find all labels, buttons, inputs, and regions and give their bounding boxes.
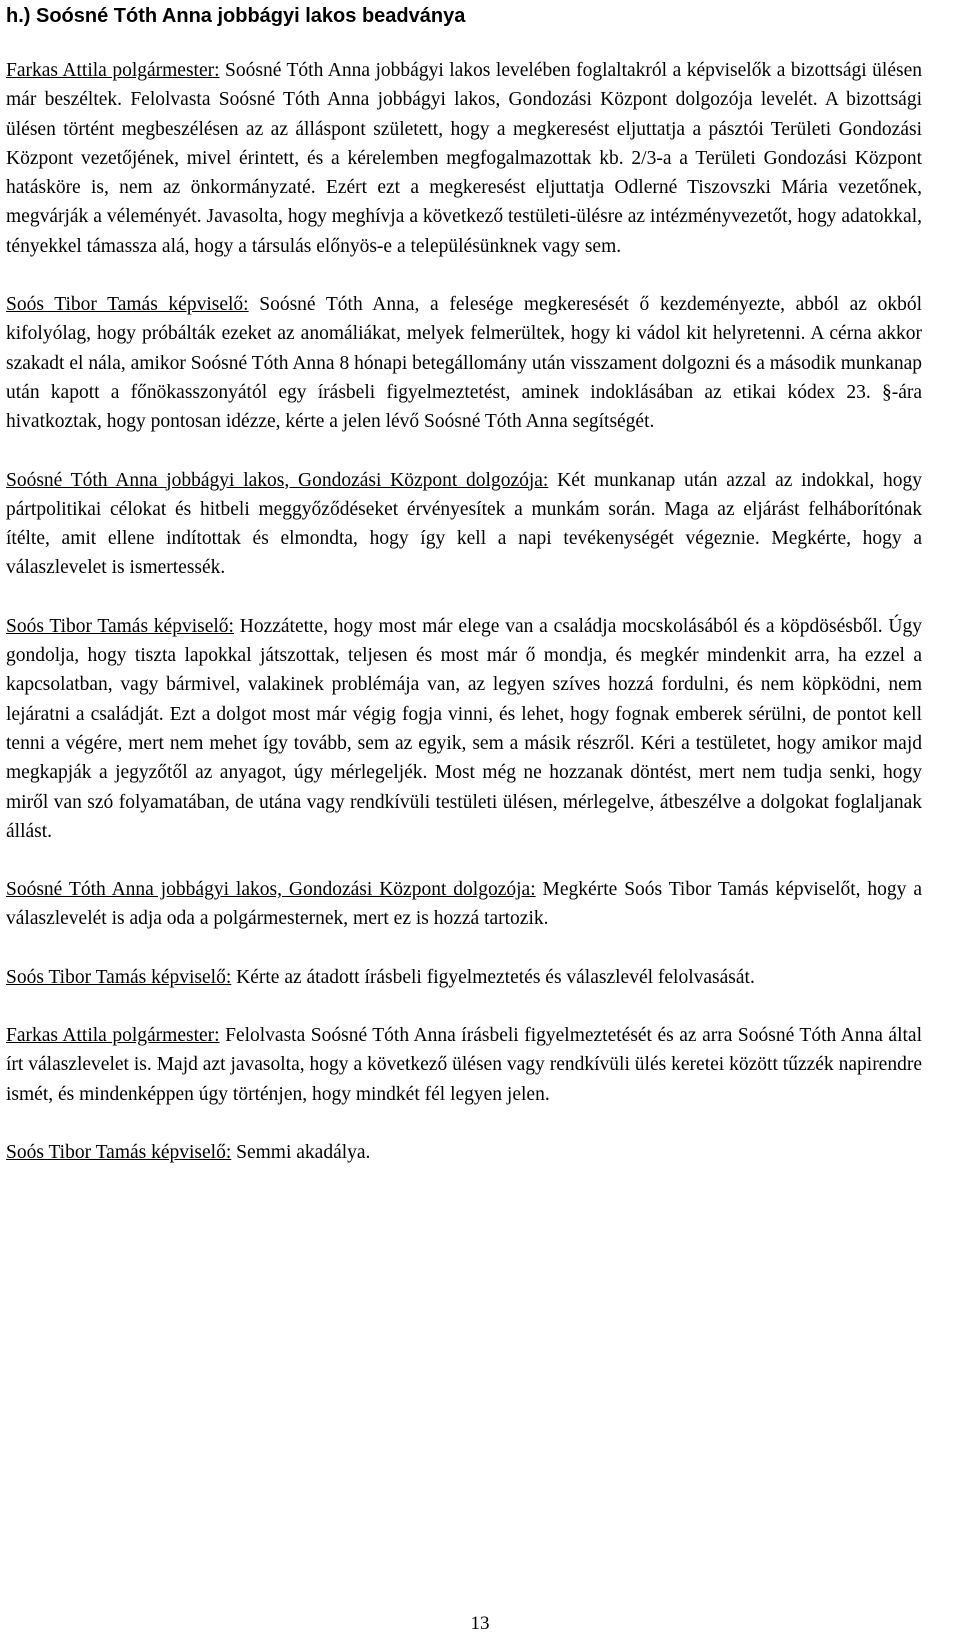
- paragraph-text: Hozzátette, hogy most már elege van a családja mocskolásából és a köpdösésből. Úgy gondolja, hogy tiszta lapokkal játszottak, teljesen és most már ő mondja, és megkér mindenkit arra, ha ezzel a kapcsolatban, vagy bármivel, valakinek problémája van, az legyen szíves hozzá fordulni, és nem köpködni, nem lejáratni a családját. Ezt a dolgot most már végig fogja vinni, és lehet, hogy fognak emberek sérülni, de pontot kell tenni a végére, mert nem mehet így tovább, sem az egyik, sem a másik részről. Kéri a testületet, hogy amikor majd megkapják a jegyzőtől az anyagot, úgy mérlegeljék. Most még ne hozzanak döntést, mert nem tudja senki, hogy miről van szó folyamatában, de utána vagy rendkívüli testületi ülésen, mérlegelve, átbeszélve a dolgokat foglaljanak állást.: [6, 615, 923, 842]
- speaker-label: Soósné Tóth Anna jobbágyi lakos, Gondozási Központ dolgozója:: [6, 469, 549, 491]
- speaker-label: Farkas Attila polgármester:: [6, 1025, 220, 1047]
- paragraph: [6, 875, 922, 934]
- paragraph-text: Megkérte Soós Tibor Tamás képviselőt, hogy a válaszlevelét is adja oda a polgármesternek, mert ez is hozzá tartozik.: [6, 879, 922, 930]
- paragraph-text: Soósné Tóth Anna jobbágyi lakos levelében foglaltakról a képviselők a bizottsági ülésen már beszéltek. Felolvasta Soósné Tóth Anna jobbágyi lakos, Gondozási Központ dolgozója levelét. A bizottsági ülésen történt megbeszélésen az az álláspont született, hogy a megkeresést eljuttatja a pásztói Területi Gondozási Központ vezetőjének, mivel érintett, és a kérelemben megfogalmazottak kb. 2/3-a a Területi Gondozási Központ hatásköre is, nem az önkormányzaté. Ezért ezt a megkeresést eljuttatja Odlerné Tiszovszki Mária vezetőnek, megvárják a véleményét. Javasolta, hogy meghívja a következő testületi-ülésre az intézményvezetőt, hogy adatokkal, tényekkel támassza alá, hogy a társulás előnyös-e a településünknek vagy sem.: [6, 60, 922, 257]
- section-heading: h.) Soósné Tóth Anna jobbágyi lakos beadványa: [6, 5, 466, 27]
- speaker-label: Soós Tibor Tamás képviselő:: [6, 294, 249, 316]
- paragraph: [6, 56, 922, 261]
- paragraph: [6, 1021, 922, 1109]
- speaker-label: Soós Tibor Tamás képviselő:: [6, 615, 234, 637]
- paragraph-text: Két munkanap után azzal az indokkal, hogy pártpolitikai célokat és hitbeli meggyőződéseket érvényesítek a munkám során. Maga az eljárást felháborítónak ítélte, amit ellene indítottak és elmondta, hogy így kell a napi tevékenységét végeznie. Megkérte, hogy a válaszlevelet is ismertessék.: [6, 469, 923, 579]
- paragraph: [6, 290, 922, 436]
- paragraph-text: Semmi akadálya.: [231, 1141, 371, 1163]
- speaker-label: Soós Tibor Tamás képviselő:: [6, 966, 232, 988]
- speaker-label: Farkas Attila polgármester:: [6, 60, 220, 81]
- paragraph: [6, 466, 922, 583]
- speaker-label: Soós Tibor Tamás képviselő:: [6, 1141, 232, 1163]
- paragraph: [6, 963, 922, 992]
- document-page: [6, 0, 922, 1167]
- paragraph-text: Kérte az átadott írásbeli figyelmeztetés és válaszlevél felolvasását.: [231, 966, 755, 988]
- speaker-label: Soósné Tóth Anna jobbágyi lakos, Gondozási Központ dolgozója:: [6, 879, 536, 901]
- paragraph-text: Soósné Tóth Anna, a felesége megkeresését ő kezdeményezte, abból az okból kifolyólag, hogy próbálták ezeket az anomáliákat, melyek felmerültek, hogy ki vádol kit helyretenni. A cérna akkor szakadt el nála, amikor Soósné Tóth Anna 8 hónapi betegállomány után visszament dolgozni és a második munkanap után kapott a főnökasszonyától egy írásbeli figyelmeztetést, aminek indoklásában az etikai kódex 23. §-ára hivatkoztak, hogy pontosan idézze, kérte a jelen lévő Soósné Tóth Anna segítségét.: [6, 294, 922, 433]
- page-number: 13: [470, 1613, 490, 1634]
- paragraph: [6, 1138, 922, 1167]
- paragraph-text: Felolvasta Soósné Tóth Anna írásbeli figyelmeztetését és az arra Soósné Tóth Anna által írt válaszlevelet is. Majd azt javasolta, hogy a következő ülésen vagy rendkívüli ülés keretei között tűzzék napirendre ismét, és mindenképpen úgy történjen, hogy mindkét fél legyen jelen.: [6, 1025, 922, 1105]
- paragraph: [6, 612, 922, 846]
